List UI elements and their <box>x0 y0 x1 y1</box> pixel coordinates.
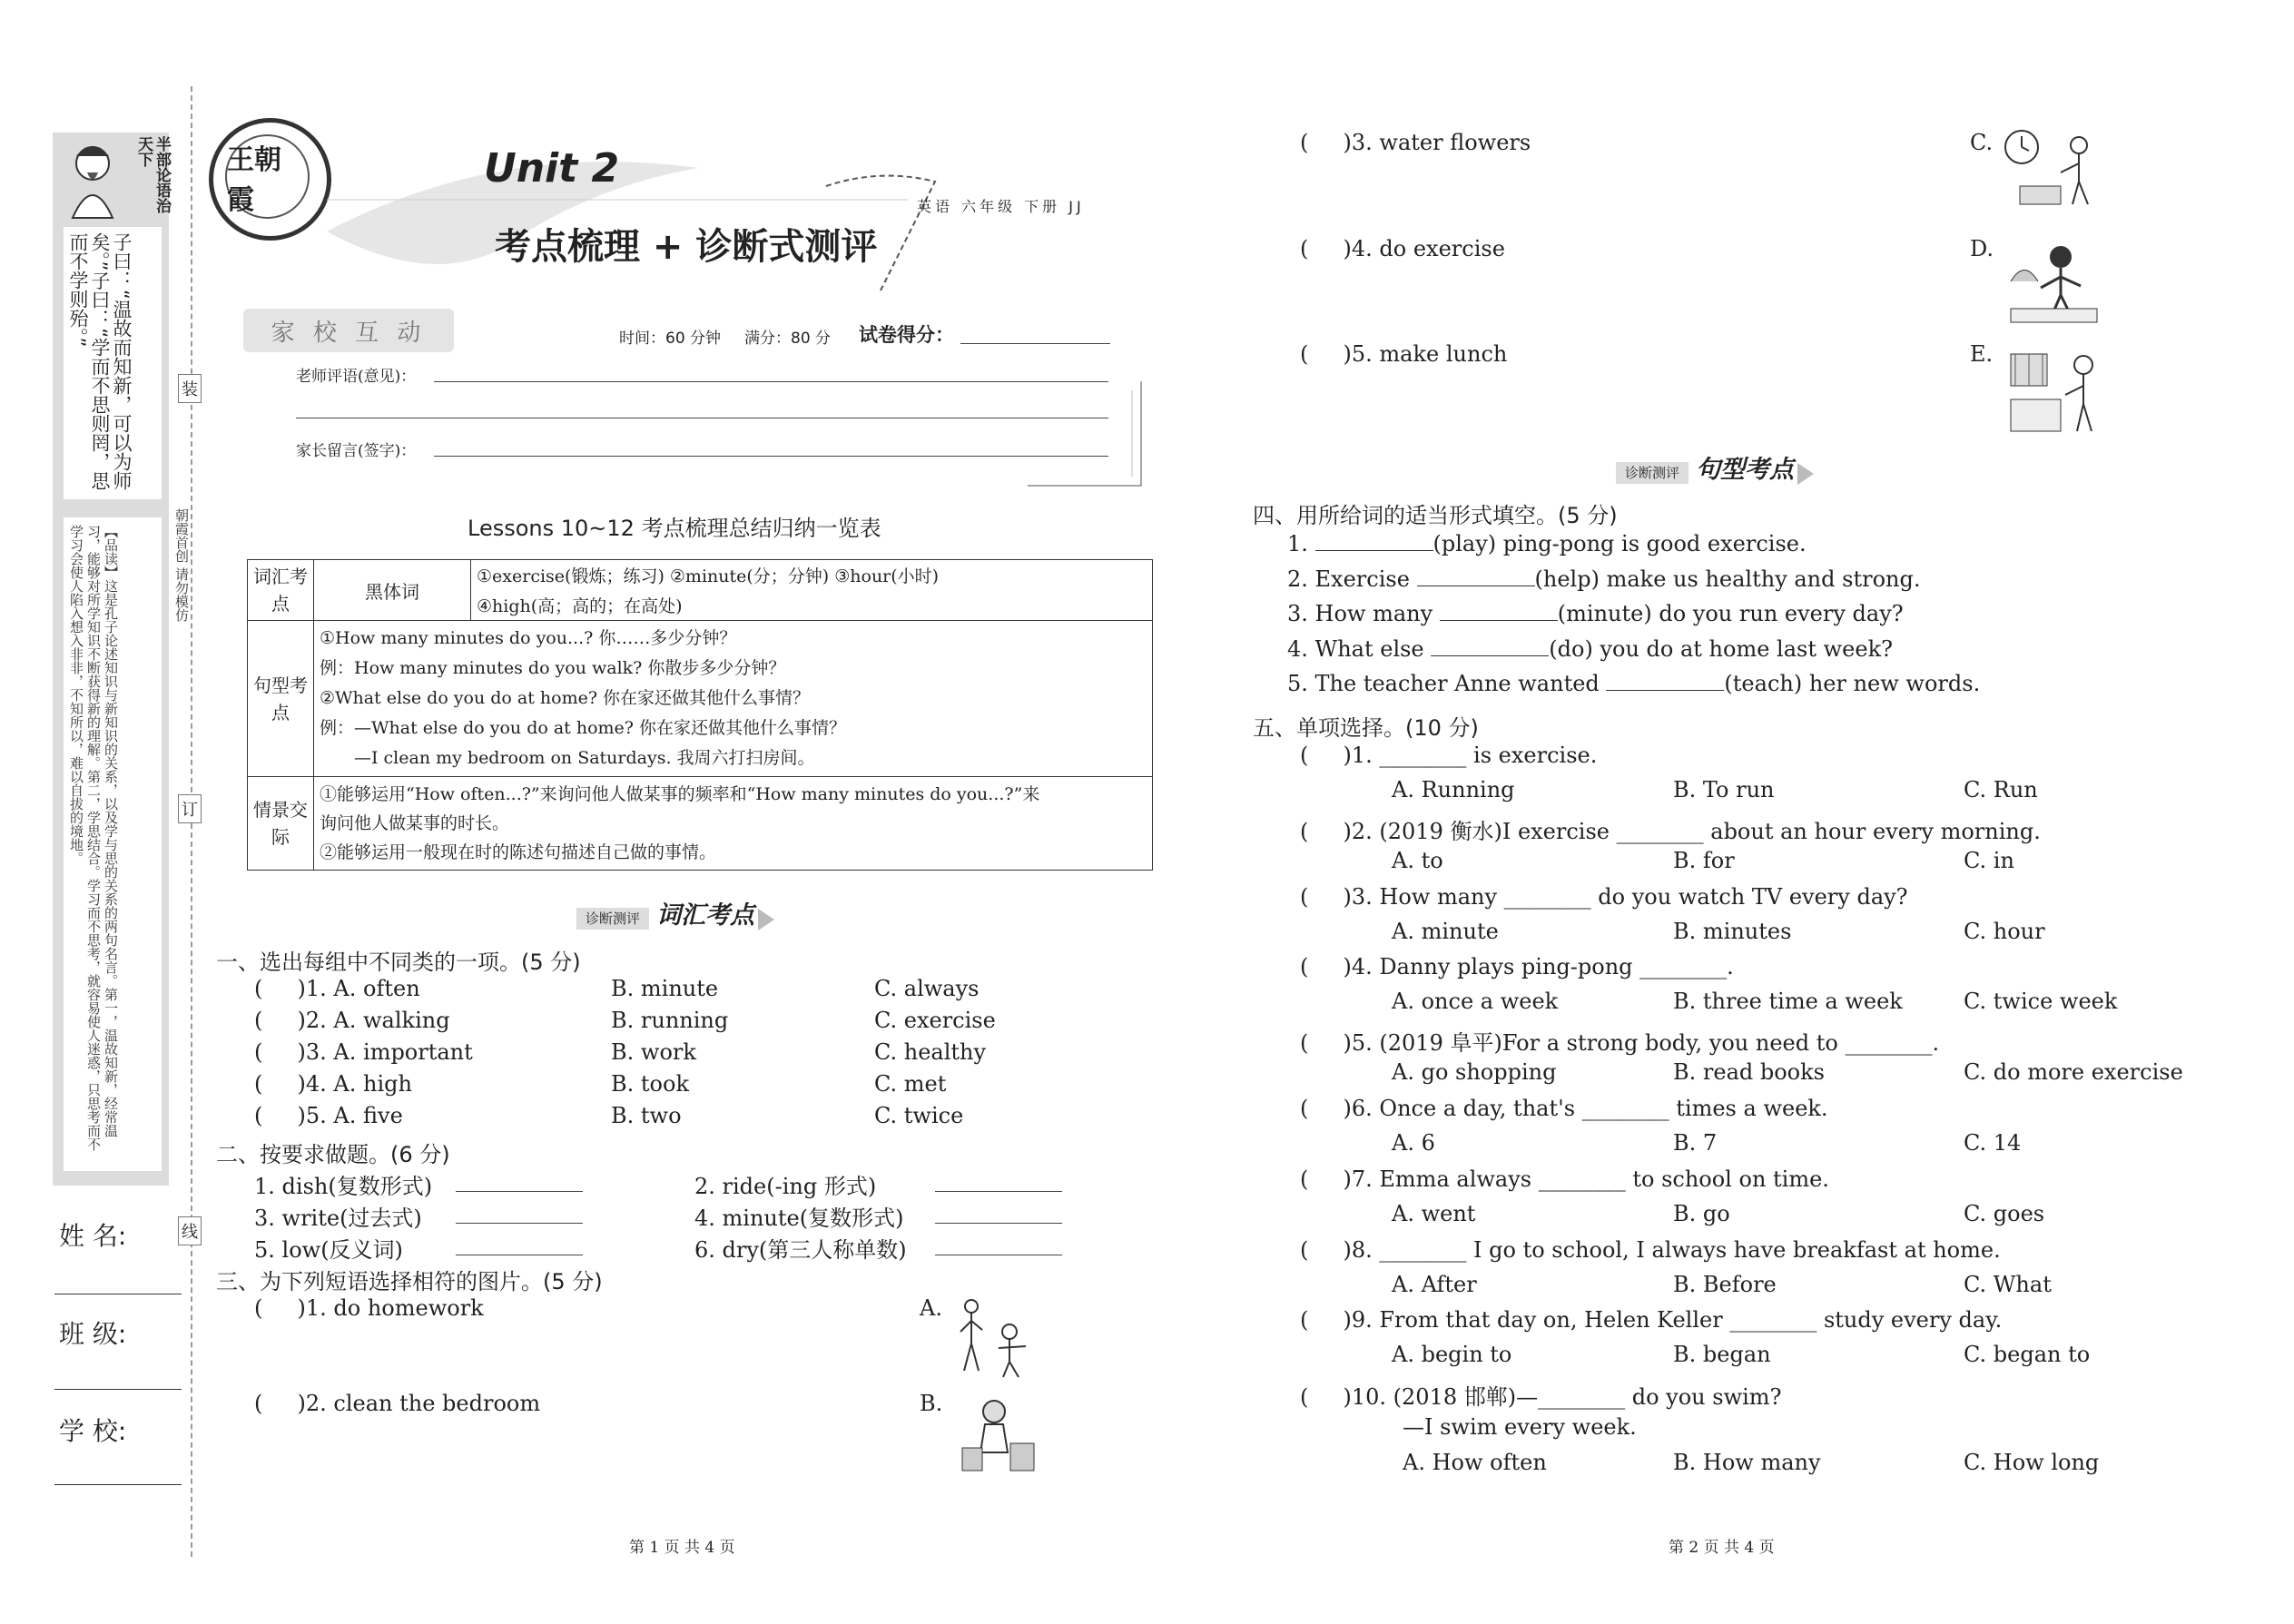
sentence-line: ②What else do you do at home? 你在家还做其他什么事情？ <box>320 688 811 708</box>
option-a[interactable]: A. Running <box>1392 777 1515 802</box>
vocab-line-2: ④high(高；高的；在高处) <box>471 590 1153 621</box>
q4-row <box>1287 566 1920 592</box>
q1-number: 3. <box>305 1039 327 1065</box>
q3-item-text: )4. do exercise <box>1343 236 1505 261</box>
option-c[interactable]: C. healthy <box>874 1039 987 1065</box>
q5-question: ( )2. (2019 衡水)I exercise ________ about an hour every morning. <box>1300 818 2041 844</box>
option-c[interactable]: C. goes <box>1964 1200 2045 1226</box>
summary-table <box>247 559 1153 871</box>
option-c[interactable]: C. do more exercise <box>1964 1059 2183 1086</box>
unit-title: Unit 2 <box>484 145 620 192</box>
q5-question-text: )3. How many ________ do you watch TV every day? <box>1343 883 1908 910</box>
banner-title: 考点梳理 + 诊断式测评 <box>495 226 878 268</box>
cut-mark-line: 线 <box>178 1216 202 1245</box>
pic-label: A. <box>920 1295 942 1321</box>
option-a[interactable]: A. often <box>333 976 420 1001</box>
cut-mark-bind: 装 <box>178 374 202 403</box>
q1-row: ( )5. A. five <box>254 1103 403 1128</box>
answer-line[interactable] <box>456 1223 583 1224</box>
sentence-section-tag <box>1616 449 1814 484</box>
q4-prefix: 1. <box>1287 531 1315 556</box>
school-label: 学 校: <box>59 1416 127 1446</box>
blank-line[interactable] <box>1315 534 1433 551</box>
option-a[interactable]: A. minute <box>1392 918 1499 944</box>
option-b[interactable]: B. two <box>611 1103 682 1128</box>
q4-suffix: you do at home last week? <box>1592 635 1893 662</box>
sentence-line: —I clean my bedroom on Saturdays. 我周六打扫房间。 <box>354 748 815 768</box>
class-field[interactable] <box>54 1389 182 1390</box>
communication-line: ①能够运用“How often...?”来询问他人做某事的频率和“How many minutes do you...?”来 <box>320 784 1040 804</box>
q5-question-text: )2. (2019 衡水)I exercise ________ about an hour every morning. <box>1343 818 2041 844</box>
reading-box <box>64 517 162 1171</box>
q5-question-text: )1. ________ is exercise. <box>1343 743 1598 768</box>
q5-question: ( )3. How many ________ do you watch TV every day? <box>1300 883 1908 910</box>
q3-heading: 三、为下列短语选择相符的图片。(5 分) <box>216 1269 603 1294</box>
vocab-line-1: ①exercise(锻炼；练习) ②minute(分；分钟) ③hour(小时) <box>471 560 1153 591</box>
option-a[interactable]: A. 6 <box>1392 1130 1435 1156</box>
page-number-1: 第 1 页 共 4 页 <box>629 1539 735 1557</box>
q1-heading: 一、选出每组中不同类的一项。(5 分) <box>216 950 581 975</box>
parent-note-label: 家长留言(签字)： <box>296 442 417 460</box>
q5-question-text: )4. Danny plays ping-pong ________. <box>1343 954 1734 980</box>
q2-item: 6. dry(第三人称单数) <box>694 1237 907 1263</box>
communication-line: 询问他人做某事的时长。 <box>320 813 510 833</box>
q5-question: ( )4. Danny plays ping-pong ________. <box>1300 954 1734 980</box>
q1-row: ( )2. A. walking <box>254 1008 450 1033</box>
communication-line: ②能够运用一般现在时的陈述句描述自己做的事情。 <box>320 842 717 862</box>
bedroom-picture-icon <box>958 1393 1039 1475</box>
q2-item: 5. low(反义词) <box>254 1237 403 1263</box>
pic-label: E. <box>1970 341 1994 367</box>
home-school-tag: 家 校 互 动 <box>243 309 454 352</box>
option-b[interactable]: B. 7 <box>1673 1130 1718 1156</box>
page-number-2: 第 2 页 共 4 页 <box>1669 1539 1775 1557</box>
make-lunch-picture-icon <box>2006 345 2111 436</box>
option-a[interactable]: A. went <box>1392 1200 1476 1226</box>
sentence-row <box>248 621 1153 777</box>
blank-line[interactable] <box>1417 569 1535 586</box>
school-field[interactable] <box>54 1484 182 1485</box>
homework-picture-icon <box>953 1294 1035 1380</box>
q4-word: (help) <box>1534 566 1600 592</box>
series-motto: 半部论语治天下 <box>134 136 171 213</box>
option-b[interactable]: B. began <box>1673 1342 1771 1368</box>
q4-prefix: 2. Exercise <box>1287 566 1417 592</box>
option-c[interactable]: C. twice week <box>1964 989 2118 1015</box>
pic-label: C. <box>1970 130 1994 155</box>
section-title: 句型考点 <box>1696 456 1795 484</box>
confucius-quote: 子曰：“温故而知新，可以为师矣。”子曰：“学而不思则罔，思而不学则殆。” <box>67 232 133 491</box>
option-c[interactable]: C. in <box>1964 847 2014 873</box>
q1-row: ( )4. A. high <box>254 1071 412 1097</box>
q1-number: 5. <box>305 1103 327 1128</box>
option-c[interactable]: C. How long <box>1964 1450 2100 1475</box>
option-c[interactable]: C. exercise <box>874 1008 996 1033</box>
section-tag-label: 诊断测评 <box>576 908 649 930</box>
brand-notice: 朝霞首创 请勿模仿 <box>173 508 190 622</box>
name-label: 姓 名: <box>59 1221 127 1251</box>
answer-line[interactable] <box>935 1191 1062 1192</box>
option-b[interactable]: B. three time a week <box>1673 989 1903 1015</box>
q1-number: 4. <box>305 1071 327 1097</box>
q5-question-text: )5. (2019 阜平)For a strong body, you need to ________. <box>1343 1030 1940 1057</box>
q5-question: ( )9. From that day on, Helen Keller ________ study every day. <box>1300 1307 2003 1334</box>
option-b[interactable]: B. for <box>1673 847 1735 873</box>
q2-heading: 二、按要求做题。(6 分) <box>216 1142 450 1167</box>
q2-item: 3. write(过去式) <box>254 1206 422 1231</box>
option-b[interactable]: B. running <box>611 1008 729 1033</box>
option-a[interactable]: A. begin to <box>1392 1342 1512 1368</box>
arrow-icon <box>1797 463 1814 485</box>
option-a[interactable]: A. go shopping <box>1392 1059 1557 1086</box>
q3-item: ( )4. do exercise <box>1300 236 1505 261</box>
subject-grade: 英语 六年级 下册 JJ <box>917 198 1085 215</box>
q5-question-text: )10. (2018 邯郸)—________ do you swim? <box>1343 1384 1782 1410</box>
option-c[interactable]: C. Run <box>1964 777 2038 802</box>
option-b[interactable]: B. To run <box>1673 777 1775 802</box>
q4-row <box>1287 636 1893 662</box>
vocab-section-tag <box>576 895 774 930</box>
blank-line[interactable] <box>1606 674 1724 691</box>
answer-line[interactable] <box>935 1223 1062 1224</box>
q2-item: 2. ride(-ing 形式) <box>694 1174 877 1199</box>
q3-item: ( )2. clean the bedroom <box>254 1391 541 1416</box>
option-c[interactable]: C. 14 <box>1964 1130 2022 1156</box>
q2-item: 1. dish(复数形式) <box>254 1174 433 1199</box>
option-a[interactable]: A. After <box>1392 1271 1477 1297</box>
q4-prefix: 4. What else <box>1287 635 1432 662</box>
q4-row <box>1287 601 1904 626</box>
pic-label: B. <box>920 1391 943 1416</box>
section-tag-label: 诊断测评 <box>1616 462 1689 484</box>
logo: 王朝霞 <box>225 134 310 219</box>
q4-prefix: 3. How many <box>1287 601 1440 626</box>
option-a[interactable]: A. How often <box>1403 1450 1547 1475</box>
option-a[interactable]: A. high <box>333 1071 412 1097</box>
q5-question: ( )7. Emma always ________ to school on time. <box>1300 1166 1829 1192</box>
option-a[interactable]: A. walking <box>333 1008 450 1033</box>
exercise-picture-icon <box>2006 241 2106 327</box>
score-label: 试卷得分： <box>859 323 954 346</box>
blank-line[interactable] <box>1440 604 1558 621</box>
option-c[interactable]: C. began to <box>1964 1342 2091 1368</box>
q5-question: ( )6. Once a day, that's ________ times a week. <box>1300 1096 1828 1121</box>
q2-item: 4. minute(复数形式) <box>694 1206 904 1231</box>
q5-reply: —I swim every week. <box>1403 1414 1637 1440</box>
class-label: 班 级: <box>59 1319 127 1349</box>
score-field[interactable] <box>960 343 1110 344</box>
q3-item-text: )5. make lunch <box>1343 341 1508 367</box>
q4-suffix: her new words. <box>1802 671 1981 696</box>
q3-item-text: )2. clean the bedroom <box>297 1391 541 1416</box>
option-c[interactable]: C. hour <box>1964 918 2045 944</box>
q1-row: ( )3. A. important <box>254 1039 473 1065</box>
option-c[interactable]: C. What <box>1964 1271 2052 1297</box>
q4-heading: 四、用所给词的适当形式填空。(5 分) <box>1253 503 1618 528</box>
sentence-line: 例：How many minutes do you walk? 你散步多少分钟？ <box>320 658 786 678</box>
vocab-row <box>248 560 1153 591</box>
q5-question-text: )6. Once a day, that's ________ times a week. <box>1343 1096 1828 1121</box>
sentence-line: 例：—What else do you do at home? 你在家还做其他什么事情？ <box>320 718 847 738</box>
q4-prefix: 5. The teacher Anne wanted <box>1287 671 1607 696</box>
q3-item-text: )3. water flowers <box>1343 130 1531 155</box>
q5-heading: 五、单项选择。(10 分) <box>1253 715 1479 741</box>
option-b[interactable]: B. How many <box>1673 1450 1821 1475</box>
option-b[interactable]: B. took <box>611 1071 689 1097</box>
blank-line[interactable] <box>1431 639 1549 656</box>
q5-question: ( )5. (2019 阜平)For a strong body, you need to ________. <box>1300 1030 1940 1057</box>
water-flowers-picture-icon <box>2002 127 2115 209</box>
q4-row <box>1287 671 1980 696</box>
q4-suffix: ping-pong is good exercise. <box>1496 531 1807 556</box>
q4-word: (do) <box>1549 635 1593 662</box>
cut-mark-staple: 订 <box>178 794 202 823</box>
q1-row: ( )1. A. often <box>254 976 420 1001</box>
time-limit: 时间：60 分钟 <box>619 330 722 348</box>
full-marks: 满分：80 分 <box>744 330 832 348</box>
parent-note-field[interactable] <box>434 456 1108 457</box>
confucius-icon <box>56 136 129 222</box>
pic-label: D. <box>1970 236 1994 261</box>
q4-suffix: do you run every day? <box>1651 601 1904 626</box>
q4-word: (teach) <box>1724 671 1803 696</box>
reading-commentary: 【品读】这是孔子论述知识与新知识的关系，以及学与思的关系的两句名言。第一，温故知新，经常温习，能够对所学知识不断获得新的理解。第二，学思结合。学习而不思考，就容易使人迷惑，只思考而不学习会使人陷入想入非非，不知所以，难以自拔的境地。 <box>68 525 119 1151</box>
q5-question-text: )7. Emma always ________ to school on time. <box>1343 1166 1829 1192</box>
q3-item-text: )1. do homework <box>297 1295 484 1321</box>
q4-row <box>1287 531 1807 556</box>
option-b[interactable]: B. minute <box>611 976 719 1001</box>
option-a[interactable]: A. five <box>333 1103 403 1128</box>
q5-question: ( )10. (2018 邯郸)—________ do you swim? <box>1300 1384 1782 1410</box>
q5-question-text: )9. From that day on, Helen Keller ________ study every day. <box>1343 1307 2003 1334</box>
sentence-line: ①How many minutes do you...? 你……多少分钟？ <box>320 628 737 648</box>
q1-number: 2. <box>305 1008 327 1033</box>
q5-question-text: )8. ________ I go to school, I always have breakfast at home. <box>1343 1236 2001 1263</box>
q4-suffix: make us healthy and strong. <box>1599 566 1921 592</box>
option-b[interactable]: B. minutes <box>1673 918 1792 944</box>
q1-number: 1. <box>305 976 327 1001</box>
summary-title: Lessons 10~12 考点梳理总结归纳一览表 <box>468 516 881 541</box>
answer-line[interactable] <box>456 1191 583 1192</box>
bold-words-label: 黑体词 <box>314 560 471 621</box>
sentence-category: 句型考点 <box>248 621 314 777</box>
communication-row <box>248 777 1153 871</box>
q3-item: ( )5. make lunch <box>1300 341 1508 367</box>
option-a[interactable]: A. to <box>1392 847 1443 873</box>
q3-item: ( )3. water flowers <box>1300 130 1531 155</box>
option-b[interactable]: B. Before <box>1673 1271 1777 1297</box>
option-c[interactable]: C. always <box>874 976 980 1001</box>
teacher-comment-label: 老师评语(意见)： <box>296 368 417 386</box>
teacher-comment-field[interactable] <box>434 381 1108 382</box>
vocab-category: 词汇考点 <box>248 560 314 621</box>
option-b[interactable]: B. go <box>1673 1200 1730 1226</box>
option-b[interactable]: B. read books <box>1673 1059 1825 1086</box>
q4-word: (minute) <box>1557 601 1652 626</box>
option-a[interactable]: A. once a week <box>1392 989 1559 1015</box>
q5-question: ( )8. ________ I go to school, I always have breakfast at home. <box>1300 1236 2001 1263</box>
option-c[interactable]: C. met <box>874 1071 947 1097</box>
quote-box <box>64 227 162 499</box>
option-a[interactable]: A. important <box>333 1039 473 1065</box>
communication-category: 情景交际 <box>248 777 314 871</box>
q3-item: ( )1. do homework <box>254 1295 484 1321</box>
section-title: 词汇考点 <box>656 901 755 930</box>
option-b[interactable]: B. work <box>611 1039 696 1065</box>
arrow-icon <box>758 909 774 930</box>
q5-question: ( )1. ________ is exercise. <box>1300 743 1598 768</box>
q4-word: (play) <box>1433 531 1497 556</box>
option-c[interactable]: C. twice <box>874 1103 964 1128</box>
